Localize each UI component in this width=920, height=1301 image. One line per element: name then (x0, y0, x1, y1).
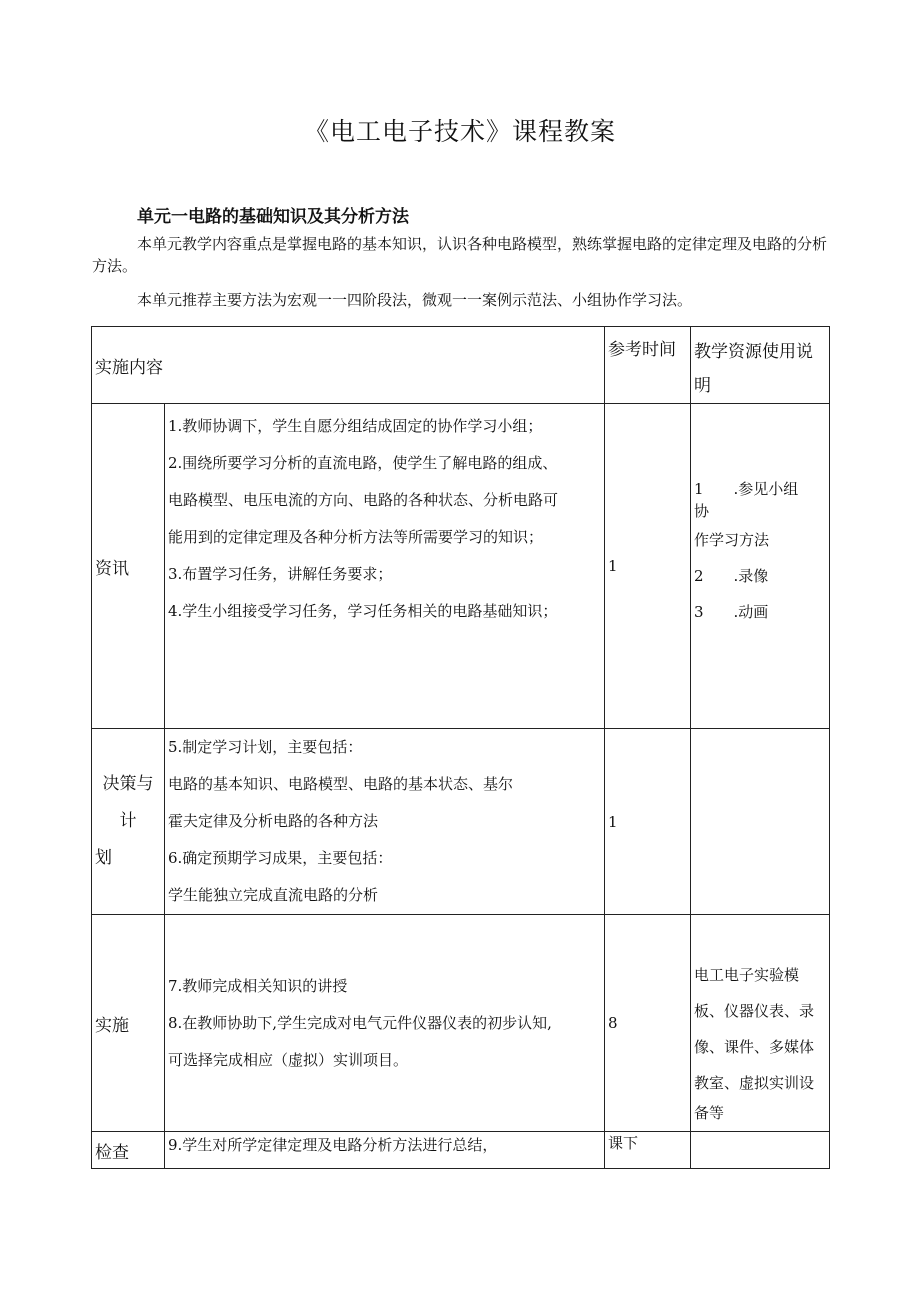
content-line: 能用到的定律定理及各种分析方法等所需要学习的知识； (168, 528, 544, 546)
resources-cell (691, 1132, 830, 1169)
header-resources (691, 327, 830, 404)
methods-paragraph: 本单元推荐主要方法为宏观一一四阶段法，微观一一案例示范法、小组协作学习法。 (137, 291, 693, 309)
document-title: 《电工电子技术》课程教案 (303, 117, 616, 146)
time-cell: 1 (605, 404, 691, 729)
lesson-plan-table (91, 326, 830, 1169)
intro-paragraph: 本单元教学内容重点是掌握电路的基本知识，认识各种电路模型，熟练掌握电路的定律定理及电路的分析方法。 (92, 235, 828, 275)
content-line: 9.学生对所学定律定理及电路分析方法进行总结， (168, 1136, 498, 1154)
table-row (92, 404, 830, 729)
header-resources-line-2: 明 (694, 376, 711, 396)
content-line: 7.教师完成相关知识的讲授 (168, 976, 348, 995)
resource-line: 2 .录像 (694, 567, 769, 585)
table-header-row (92, 327, 830, 404)
resource-line: 协 (694, 502, 710, 520)
content-line: 学生能独立完成直流电路的分析 (168, 886, 379, 904)
resource-line: 1 .参见小组 (694, 480, 799, 498)
stage-line: 计 (119, 811, 137, 831)
content-line: 可选择完成相应（虚拟）实训项目。 (168, 1050, 409, 1069)
content-line: 3.布置学习任务，讲解任务要求； (168, 565, 393, 583)
content-cell (165, 915, 605, 1132)
time-cell: 8 (605, 915, 691, 1132)
content-line: 8.在教师协助下,学生完成对电气元件仪器仪表的初步认知, (168, 1013, 552, 1032)
resource-line: 电工电子实验模 (694, 966, 800, 984)
stage-cell (92, 729, 165, 915)
resource-line: 备等 (694, 1104, 725, 1122)
resources-cell (691, 915, 830, 1132)
header-content: 实施内容 (92, 327, 605, 404)
time-cell: 1 (605, 729, 691, 915)
content-line: 电路的基本知识、电路模型、电路的基本状态、基尔 (168, 775, 514, 793)
resources-cell (691, 404, 830, 729)
content-cell (165, 1132, 605, 1169)
unit-heading: 单元一电路的基础知识及其分析方法 (137, 207, 409, 227)
resource-line: 教室、虚拟实训设 (694, 1074, 815, 1092)
stage-cell: 实施 (92, 915, 165, 1132)
content-line: 4.学生小组接受学习任务，学习任务相关的电路基础知识； (168, 602, 558, 620)
stage-line: 决策与 (102, 774, 154, 794)
resource-line: 板、仪器仪表、录 (694, 1002, 815, 1020)
table-row (92, 729, 830, 915)
content-line: 5.制定学习计划，主要包括： (168, 738, 363, 756)
content-line: 电路模型、电压电流的方向、电路的各种状态、分析电路可 (168, 491, 559, 509)
table-row (92, 915, 830, 1132)
resource-line: 作学习方法 (694, 531, 770, 549)
header-resources-line-1: 教学资源使用说 (694, 342, 813, 362)
time-cell: 课下 (605, 1132, 691, 1169)
content-cell (165, 729, 605, 915)
content-line: 2.围绕所要学习分析的直流电路，使学生了解电路的组成、 (168, 454, 558, 472)
resources-cell (691, 729, 830, 915)
content-line: 霍夫定律及分析电路的各种方法 (168, 812, 379, 830)
content-cell (165, 404, 605, 729)
header-time: 参考时间 (605, 327, 691, 404)
resource-line: 3 .动画 (694, 603, 769, 621)
resource-line: 像、课件、多媒体 (694, 1038, 815, 1056)
content-line: 6.确定预期学习成果，主要包括： (168, 849, 393, 867)
stage-line: 划 (95, 848, 112, 868)
stage-cell: 检查 (92, 1132, 165, 1169)
content-line: 1.教师协调下，学生自愿分组结成固定的协作学习小组； (168, 417, 543, 435)
stage-cell: 资讯 (92, 404, 165, 729)
table-row (92, 1132, 830, 1169)
